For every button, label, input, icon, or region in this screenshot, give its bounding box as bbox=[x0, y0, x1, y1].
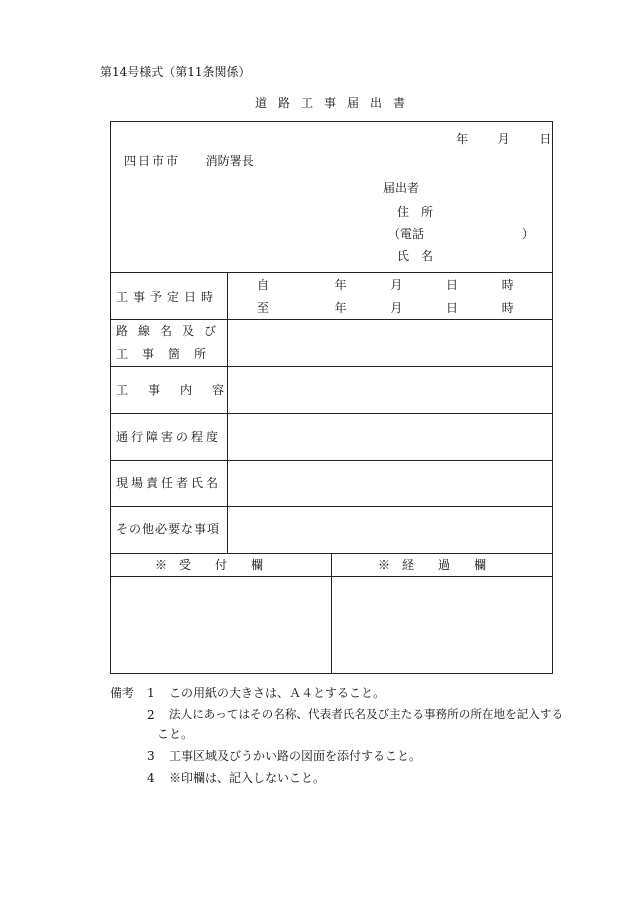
divider-supervisor-bottom bbox=[110, 506, 553, 507]
route-label-line1: 路線名及び bbox=[116, 324, 227, 338]
divider-schedule-bottom bbox=[110, 319, 553, 320]
note-3-text: 工事区域及びうかい路の図面を添付すること。 bbox=[169, 749, 422, 763]
schedule-label: 工事予定日時 bbox=[116, 290, 219, 304]
schedule-to-year: 年 bbox=[334, 301, 347, 315]
applicant-phone-close: ） bbox=[522, 227, 535, 241]
applicant-label: 届出者 bbox=[383, 181, 420, 195]
note-1-number: 1 bbox=[147, 686, 155, 700]
addressee-city: 四日市市 bbox=[124, 154, 181, 168]
schedule-from-month: 月 bbox=[390, 278, 403, 292]
schedule-from-year: 年 bbox=[334, 278, 347, 292]
date-year: 年 bbox=[456, 132, 469, 146]
schedule-to: 至 bbox=[257, 301, 270, 315]
date-month: 月 bbox=[497, 132, 510, 146]
date-line bbox=[456, 133, 551, 145]
supervisor-label: 現場責任者氏名 bbox=[116, 476, 222, 490]
schedule-to-hour: 時 bbox=[501, 301, 514, 315]
note-4-number: 4 bbox=[147, 771, 155, 785]
applicant-name-label: 氏 名 bbox=[397, 249, 434, 263]
schedule-to-line bbox=[257, 302, 514, 314]
addressee-office: 消防署長 bbox=[205, 154, 254, 168]
label-column-divider bbox=[227, 272, 228, 553]
applicant-address-label: 住 所 bbox=[397, 205, 434, 219]
divider-obstruction-bottom bbox=[110, 460, 553, 461]
form-number: 第14号様式（第11条関係） bbox=[100, 65, 251, 79]
schedule-from-hour: 時 bbox=[501, 278, 514, 292]
other-label: その他必要な事項 bbox=[116, 522, 221, 536]
reception-header: ※ 受 付 欄 bbox=[155, 558, 264, 572]
divider-content-bottom bbox=[110, 413, 553, 414]
schedule-from: 自 bbox=[257, 278, 270, 292]
schedule-to-day: 日 bbox=[446, 301, 459, 315]
note-3-number: 3 bbox=[147, 749, 155, 763]
stamp-column-divider bbox=[331, 553, 332, 674]
applicant-phone-open: （電話 bbox=[388, 227, 425, 241]
note-2-text: 法人にあってはその名称、代表者氏名及び主たる事務所の所在地を記入する bbox=[169, 707, 564, 721]
route-label-line2: 工 事 箇 所 bbox=[116, 347, 208, 361]
form-title: 道路工事届出書 bbox=[255, 96, 417, 110]
date-day: 日 bbox=[539, 132, 552, 146]
obstruction-label: 通行障害の程度 bbox=[116, 430, 222, 444]
schedule-to-month: 月 bbox=[390, 301, 403, 315]
addressee bbox=[124, 155, 254, 167]
note-2-number: 2 bbox=[147, 708, 155, 722]
progress-header: ※ 経 過 欄 bbox=[378, 558, 487, 572]
notes-heading: 備考 bbox=[110, 686, 135, 700]
divider-header-bottom bbox=[110, 272, 553, 273]
schedule-from-line bbox=[257, 279, 514, 291]
note-2-continuation: こと。 bbox=[157, 727, 194, 741]
note-4-text: ※印欄は、記入しないこと。 bbox=[169, 771, 326, 785]
content-label: 工事内容 bbox=[116, 383, 245, 397]
divider-route-bottom bbox=[110, 366, 553, 367]
note-1-text: この用紙の大きさは、Ａ４とすること。 bbox=[169, 686, 386, 700]
schedule-from-day: 日 bbox=[446, 278, 459, 292]
